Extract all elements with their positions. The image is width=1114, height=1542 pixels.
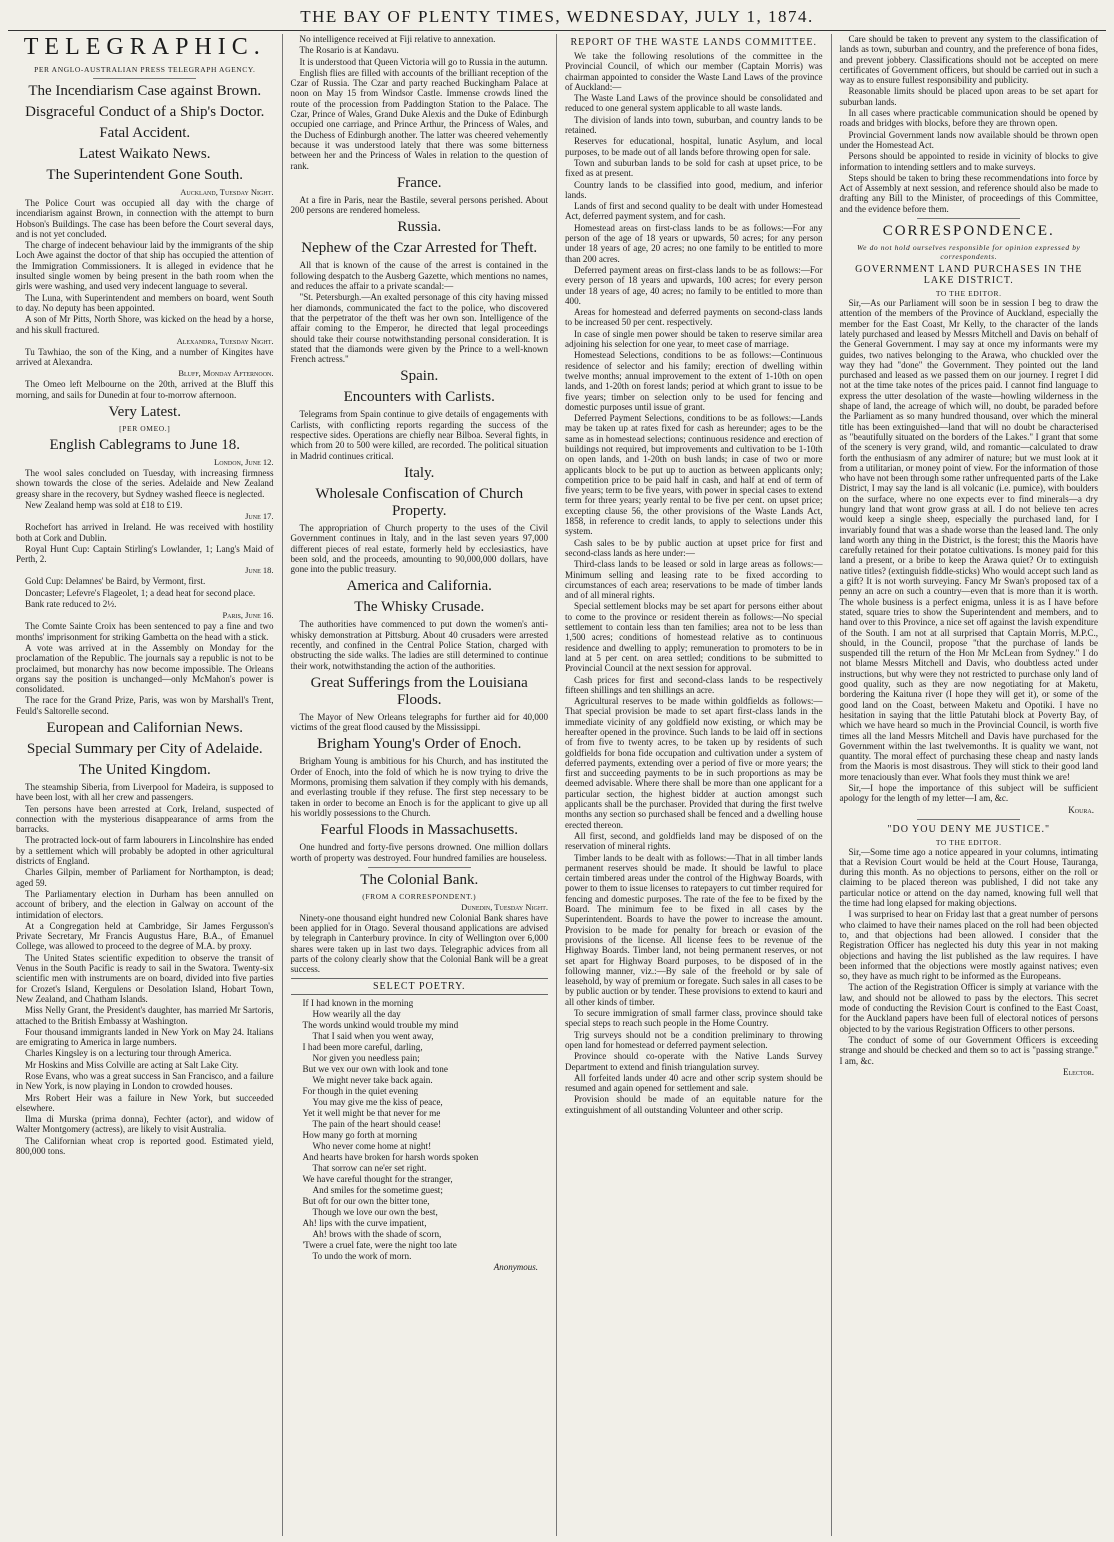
letter-signature: Koura.	[1068, 804, 1094, 815]
poem-line: How many go forth at morning	[302, 1129, 418, 1140]
paragraph: The division of lands into town, suburban, and country lands to be retained.	[565, 114, 823, 136]
paragraph: The authorities have commenced to put down the women's anti-whisky demonstration at Pittsburg. About 40 crusaders were arrested recently, and confined in the Central Police Station, charged with obstructing the side walks. The ladies are still determined to continue their work, notwithstanding the action of the authorities.	[290, 619, 548, 671]
headline: Disgraceful Conduct of a Ship's Doctor.	[25, 104, 265, 120]
sub-note: [PER OMEO.]	[119, 424, 171, 434]
headline: Brigham Young's Order of Enoch.	[317, 736, 522, 753]
paragraph: Ilma di Murska (prima donna), Fechter (actor), and widow of Walter Montgomery (actress), are likely to visit Australia.	[16, 1114, 274, 1135]
poem-signature: Anonymous.	[493, 1261, 538, 1272]
agency-line: PER ANGLO-AUSTRALIAN PRESS TELEGRAPH AGENCY.	[34, 65, 256, 74]
paragraph: The Californian wheat crop is reported good. Estimated yield, 800,000 tons.	[16, 1135, 274, 1157]
paragraph: Telegrams from Spain continue to give details of engagements with Carlists, with conflicting reports regarding the success of the respective sides. Operations are chiefly near Bilboa. Several fights, in which from 20 to 500 were killed, are recorded. The political situation in Madrid continues critical.	[290, 409, 548, 461]
sub-note: (FROM A CORRESPONDENT.)	[362, 891, 477, 901]
paragraph: The Waste Land Laws of the province should be consolidated and reduced to one general system applicable to all waste lands.	[565, 93, 823, 114]
column-1	[8, 34, 283, 1536]
to-the-editor: TO THE EDITOR.	[935, 837, 1002, 847]
paragraph: Reasonable limits should be placed upon areas to be set apart for suburban lands.	[839, 86, 1098, 107]
headline: The United Kingdom.	[78, 761, 211, 778]
divider	[917, 819, 1020, 820]
paragraph: Provincial Government lands now available should be thrown open under the Homestead Act.	[839, 129, 1098, 150]
report-heading: REPORT OF THE WASTE LANDS COMMITTEE.	[570, 37, 818, 48]
headline: Fatal Accident.	[99, 125, 191, 141]
poem-line: The pain of the heart should cease!	[312, 1118, 442, 1129]
poem-line: How wearily all the day	[312, 1008, 401, 1019]
poem-line: That I said when you went away,	[312, 1030, 434, 1041]
paragraph: Doncaster; Lefevre's Flageolet, 1; a dead heat for second place.	[25, 587, 256, 598]
paragraph: Sir,—I hope the importance of this subject will be sufficient apology for the length of my letter—I am, &c.	[839, 783, 1098, 804]
paragraph: Areas for homestead and deferred payments on second-class lands to be increased 50 per cent. respectively.	[565, 307, 823, 328]
paragraph: All forfeited lands under 40 acre and other scrip system should be resumed and again opened for settlement and sale.	[565, 1072, 823, 1094]
paragraph: Cash sales to be by public auction at upset price for first and second-class lands as here under:—	[565, 537, 823, 558]
correspondence-note: We do not hold ourselves responsible for opinion expressed by correspondents.	[857, 243, 1081, 262]
paragraph: The Rosario is at Kandavu.	[299, 45, 399, 56]
paragraph: Agricultural reserves to be made within goldfields as follows:—That special provision be made to set apart first-class lands in the immediate vicinity of any goldfield now existing, or which may be hereafter opened in the province. Such lands to be laid off in sections of from five to twenty acres, to be taken up by residents of such goldfields for bona fide occupation and cultivation under a system of deferred payments, extending over a period of five or more years; the first and succeeding payments to be in such proportions as may be deemed advisable. Where there shall be more than one applicant for a particular section, the highest bidder at auction amongst such applicants shall be the purchaser. Provided that during the first twelve months any section so purchased shall be fenced and a dwelling house erected thereon.	[565, 696, 823, 830]
paragraph: Miss Nelly Grant, the President's daughter, has married Mr Sartoris, attached to the British Embassy at Washington.	[16, 1005, 274, 1026]
letter-heading: "DO YOU DENY ME JUSTICE."	[887, 823, 1051, 835]
paragraph: Town and suburban lands to be sold for cash at upset price, to be fixed as at present.	[565, 157, 823, 179]
paragraph: The United States scientific expedition to observe the transit of Venus in the South Pacific is ready to sail in the Swatora. Twenty-six scientific men with instruments are on board, divided into five parties for Crozet's Island, Kergulens or Desolation Island, Hobart Town, New Zealand, and Chatham Islands.	[16, 952, 274, 1004]
headline: Italy.	[404, 464, 435, 481]
poem-line: And hearts have broken for harsh words spoken	[302, 1151, 479, 1162]
paragraph: The Parliamentary election in Durham has been annulled on account of bribery, and the election in Galway on account of the intimidation of electors.	[16, 888, 274, 920]
poem-line: Yet it well might be that never for me	[302, 1107, 441, 1118]
paragraph: The wool sales concluded on Tuesday, with increasing firmness shown towards the close of the series. Adelaide and New Zealand greasy share in the recovery, but Sydney washed fleece is neglected.	[16, 468, 274, 499]
paragraph: Sir,—Some time ago a notice appeared in your columns, intimating that a Revision Court would be held at the Court House, Tauranga, during this month. As no objections to persons, either on the roll or claiming to be placed thereon was published, I did not take any particular notice or attend on the day named, knowing full well that the time had long elapsed for making objections.	[839, 846, 1098, 909]
column-3	[557, 34, 832, 1536]
paragraph: All first, second, and goldfields land may be disposed of on the reservation of mineral rights.	[565, 830, 823, 852]
headline: Great Sufferings from the Louisiana Floods.	[310, 674, 528, 708]
paragraph: Ninety-one thousand eight hundred new Colonial Bank shares have been applied for in Otago. Several thousand applications are advised by telegraph in Canterbury province. In city of Wellington over 6,000 shares were taken up in last two days. Telegraphic advices from all parts of the colony clearly show that the Colonial Bank will be a great success.	[290, 912, 548, 975]
paragraph: Reserves for educational, hospital, lunatic Asylum, and local purposes, to be made out of all lands before throwing open for sale.	[565, 136, 823, 157]
headline: Wholesale Confiscation of Church Property.	[315, 485, 524, 519]
column-2	[283, 34, 558, 1536]
paragraph: The race for the Grand Prize, Paris, was won by Marshall's Trent, Feuld's Saltorelle second.	[16, 695, 274, 716]
paragraph: The appropriation of Church property to the uses of the Civil Government continues in Italy, and in the last seven years 97,000 different pieces of real estate, formerly held by ecclesiastics, have been sold, and the proceeds, amounting to 90,000,000 dollars, have gone into the public treasury.	[290, 522, 548, 575]
dateline: June 18.	[245, 565, 274, 576]
paragraph: Province should co-operate with the Native Lands Survey Department to extend and finish triangulation survey.	[565, 1051, 823, 1072]
paragraph: Lands of first and second quality to be dealt with under Homestead Act, deferred payment system, and for cash.	[565, 201, 823, 222]
paragraph: Tu Tawhiao, the son of the King, and a number of Kingites have arrived at Alexandra.	[16, 346, 274, 368]
poem-line: Who never come home at night!	[312, 1140, 432, 1151]
poem-line: Ah! lips with the curve impatient,	[302, 1217, 427, 1228]
headline: Very Latest.	[108, 404, 181, 421]
paragraph: The Luna, with Superintendent and members on board, went South to day. No deputy has been appointed.	[16, 292, 274, 313]
paragraph: Homestead Selections, conditions to be as follows:—Continuous residence of selector and his family; erection of dwelling within twelve months; annual improvement to the extent of 1-10th on open lands, and 1-20th on forest lands; period at which grant to issue to be five years; timber on selection only to be used for fencing and domestic purposes until issue of grant.	[565, 350, 823, 412]
paragraph: The action of the Registration Officer is simply at variance with the law, and should not be allowed to pass by the electors. This secret mode of conducting the Revision Court is confined to the East Coast, for the Auckland papers have been full of electoral notices of persons objected to by the various Registration Officers to other persons.	[839, 982, 1098, 1034]
paragraph: Rochefort has arrived in Ireland. He was received with hostility both at Cork and Dublin.	[16, 522, 274, 543]
paragraph: Care should be taken to prevent any system to the classification of lands as town, suburban and country, and the preference of bona fides, and prevent jobbery. Classifications should not be accepted on mere certificates of Government officers, but should be carried out in such a way as to ensure fullest responsibility and publicity.	[839, 34, 1098, 86]
headline: Fearful Floods in Massachusetts.	[320, 822, 518, 839]
columns	[8, 34, 1106, 1536]
paragraph: Steps should be taken to bring these recommendations into force by Act of Assembly at next session, and reference should also be made to drafting any Bill to the Minister, of proceedings of this Committee, and the evidence before them.	[839, 172, 1098, 214]
poem-line: We have careful thought for the stranger,	[302, 1173, 453, 1184]
poem	[291, 998, 549, 1262]
paragraph: The Mayor of New Orleans telegraphs for further aid for 40,000 victims of the great flood caused by the Mississippi.	[290, 711, 548, 733]
headline: The Superintendent Gone South.	[46, 167, 244, 183]
poem-line: That sorrow can ne'er set right.	[312, 1162, 427, 1173]
paragraph: The conduct of some of our Government Officers is exceeding strange and should be checked and them so to act is "passing strange." I am, &c.	[839, 1034, 1098, 1066]
paragraph: At a fire in Paris, near the Bastile, several persons perished. About 200 persons are rendered homeless.	[290, 194, 548, 216]
headline: Encounters with Carlists.	[343, 389, 495, 406]
paragraph: Persons should be appointed to reside in vicinity of blocks to give information to intending settlers and to make surveys.	[839, 151, 1098, 172]
headline: European and Californian News.	[46, 719, 244, 736]
dateline: London, June 12.	[214, 457, 274, 468]
poem-line: Ah! brows with the shade of scorn,	[312, 1228, 442, 1239]
paragraph: A son of Mr Pitts, North Shore, was kicked on the head by a horse, and his skull fractured.	[16, 314, 274, 335]
poem-line: For though in the quiet evening	[302, 1085, 419, 1096]
headline: Special Summary per City of Adelaide.	[26, 740, 263, 757]
paragraph: Charles Kingsley is on a lecturing tour through America.	[25, 1048, 232, 1059]
correspondence-heading: CORRESPONDENCE.	[882, 223, 1055, 240]
paragraph: Trig surveys should not be a condition preliminary to throwing open land for homestead or deferred payment selection.	[565, 1029, 823, 1050]
to-the-editor: TO THE EDITOR.	[935, 289, 1002, 299]
paragraph: Gold Cup: Delamnes' be Baird, by Vermont, first.	[25, 576, 206, 587]
poem-line: We might never take back again.	[312, 1074, 433, 1085]
paragraph: At a Congregation held at Cambridge, Sir James Fergusson's Private Secretary, Mr Francis Augustus Hare, B.A., of Emanuel College, was allowed to proceed to the degree of M.A. by proxy.	[16, 920, 274, 952]
paragraph: Charles Gilpin, member of Parliament for Northampton, is dead; aged 59.	[16, 867, 274, 888]
poem-line: And smiles for the sometime guest;	[312, 1184, 443, 1195]
paragraph: All that is known of the cause of the arrest is contained in the following despatch to the Ausberg Gazette, which mentions no names, and reduces the affair to a private scandal:—	[290, 260, 548, 292]
letter-heading: GOVERNMENT LAND PURCHASES IN THE LAKE DISTRICT.	[855, 264, 1083, 287]
masthead: THE BAY OF PLENTY TIMES, WEDNESDAY, JULY 1, 1874.	[8, 6, 1106, 31]
poem-line: 'Twere a cruel fate, were the night too late	[302, 1239, 457, 1250]
paragraph: Third-class lands to be leased or sold in large areas as follows:—Minimum selling and leasing rate to be fixed according to circumstances of each area; reservations to be made of timber lands and of all mineral rights.	[565, 559, 823, 601]
paragraph: Timber lands to be dealt with as follows:—That in all timber lands permanent reserves should be made. It should be lawful to place certain timbered areas under the control of the Highway Boards, with power to them to issue licenses to ratepayers to cut timber required for fencing and domestic purposes. The rate of the fee to be fixed by the Board. The minimum fee to be fixed in all cases by the Superintendent. Boards to have the power to increase the amount. Provision to be made for penalty for breach or evasion of the provisions of the license. All license fees to be revenue of the Highway Boards. Timber land, not being permanent reserves, or not set apart for Highway Board purposes, to be disposed of in the following manner, viz.:—By sale of the freehold or by sale of leasehold, by way of premium or foregate. Such sales in all cases to be by public auction or by tender. These provisions to extend to kauri and all other kinds of timber.	[565, 852, 823, 1007]
paragraph: One hundred and forty-five persons drowned. One million dollars worth of property was destroyed. Four hundred families are houseless.	[290, 842, 548, 863]
column-4	[832, 34, 1107, 1536]
poem-line: Nor given you needless pain;	[312, 1052, 420, 1063]
paragraph: Mrs Robert Heir was a failure in New York, but succeeded elsewhere.	[16, 1092, 274, 1113]
paragraph: Ten persons have been arrested at Cork, Ireland, suspected of connection with the mysterious disappearance of arms from the barracks.	[16, 803, 274, 835]
paragraph: In all cases where practicable communication should be opened by roads and bridges with blocks, before they are thrown open.	[839, 108, 1098, 129]
poem-line: Though we love our own the best,	[312, 1206, 438, 1217]
paragraph: The Omeo left Melbourne on the 20th, arrived at the Bluff this morning, and sails for Dunedin at four to-morrow afternoon.	[16, 379, 274, 400]
headline: Latest Waikato News.	[79, 146, 211, 162]
paragraph: English flies are filled with accounts of the brilliant reception of the Czar of Russia. The Czar and party reached Buckingham Palace at noon on May 15 from Windsor Castle. Immense crowds lined the route of the procession from Paddington Station to the Palace. The Czar, Prince of Wales, Grand Duke Alexis and the Duke of Edinburgh occupied one carriage, and Prince Arthur, the Princess of Wales, and the Duchess of Edinburgh another. The latter was cheered vehemently because it was understood lately that there was some bitterness between her and the Princess of Wales in relation to the question of rank.	[290, 67, 548, 171]
poem-line: The words unkind would trouble my mind	[302, 1019, 459, 1030]
paragraph: The Comte Sainte Croix has been sentenced to pay a fine and two months' imprisonment for striking Gambetta on the head with a stick.	[16, 621, 274, 642]
dateline: Bluff, Monday Afternoon.	[178, 368, 274, 379]
paragraph: Four thousand immigrants landed in New York on May 24. Italians are emigrating to America in large numbers.	[16, 1026, 274, 1048]
poem-line: But we vex our own with look and tone	[302, 1063, 448, 1074]
headline: Russia.	[397, 219, 442, 236]
paragraph: No intelligence received at Fiji relative to annexation.	[299, 34, 496, 44]
paragraph: Special settlement blocks may be set apart for persons either about to come to the province or resident therein as follows:—No special settlement to contain less than ten families; area not to be less than 1,500 acres; conditions of homestead relative as to continuous residence and dwelling to apply; remuneration to promoters to be in land at 5 per cent. on area settled; conditions to be submitted to Provincial Council at the next session for approval.	[565, 601, 823, 674]
headline: The Whisky Crusade.	[354, 599, 485, 616]
dateline: Auckland, Tuesday Night.	[180, 187, 274, 197]
paragraph: In case of single men power should be taken to reserve similar area adjoining his selection for one year, to meet case of marriage.	[565, 328, 823, 350]
divider	[93, 78, 196, 79]
dateline: Dunedin, Tuesday Night.	[461, 901, 548, 912]
headline: France.	[396, 174, 442, 191]
headline: Nephew of the Czar Arrested for Theft.	[301, 240, 538, 257]
poem-line: If I had known in the morning	[302, 997, 414, 1008]
paragraph: Rose Evans, who was a great success in San Francisco, and a failure in New York, is now playing in London to crowded houses.	[16, 1071, 274, 1092]
dateline: June 17.	[245, 511, 274, 522]
poem-line: I had been more careful, darling,	[302, 1041, 423, 1052]
poetry-heading: SELECT POETRY.	[291, 978, 549, 995]
telegraphic-title: TELEGRAPHIC.	[23, 34, 266, 60]
paragraph: We take the following resolutions of the committee in the Provincial Council, of which our member (Captain Morris) was chairman appointed to consider the Waste Land Laws of the province of Auckland:—	[565, 51, 823, 92]
paragraph: New Zealand hemp was sold at £18 to £19.	[25, 499, 183, 510]
paragraph: Homestead areas on first-class lands to be as follows:—For any person of the age of 18 years or upwards, 50 acres; for any person under 18 years of age, 20 acres; no one family to be entitled to more than 200 acres.	[565, 222, 823, 264]
paragraph: Sir,—As our Parliament will soon be in session I beg to draw the attention of the members of the Province of Auckland, especially the member for the East Coast, Mr Kelly, to the character of the lands lately purchased and leased by Messrs Mitchell and Davis on behalf of the General Government. I may say at once my informants were my guides, two natives belonging to the Arawa, who chuckled over the way they had "done" the Government. They pointed out the land purchased and leased as we passed them on our journey. I regret I did not at the time take notes of the prices paid. I cannot find language to express the utter desolation of the waste—howling wilderness in the shape of land, the acreage of which will, no doubt, be paraded before the Parliament as so many hundred thousand, over which the mineral title has been extinguished—land that will no doubt be characterised as "beautifully situated on the borders of the Lakes." I grant that some of the scenery is very grand, wild, and romantic—calculated to draw forth the enthusiasm of any admirer of nature; but we must look at it from a utilitarian, or money point of view. For the information of those who have not been through some rather unfrequented parts of the Lake District, I may say the land is all volcanic (i.e. pumice), with boulders on the surface, where no one expects ever to find minerals—a dry hungry land that wont grow grass at all. I do not believe ten acres would keep a single sheep, especially the purchased land, for I invariably found that was a shade worse than the leased land. The only land worth any thing in the District, is the forest; this the Maoris have carefully retained for their potatoe cultivations. Is money paid for this land a present, or a bribe to keep the Arawa quiet? Or to extinguish native titles? (extinguish fiddle-sticks) Who would accept such land as a gift? It is not worth surveying. Fancy Mr Swan's proposed tax of a penny an acre on such a country—even that is more than it is worth. The whole business is a perfect enigma, unless it is as I have before stated, square tries to show the Superintendent and members, and to hand over to this Province, a nice set off against the lavish expenditure of the South. I am not at all surprised that Captain Morris, M.P.C., should, in the Council, propose "that the purchase of lands be suspended till the return of the Hon Mr McLean from Sydney." I do not blame Messrs Mitchell and Davis, who doubtless acted under instructions, but why were they not restricted to purchase only land of good quality, such as they are now negotiating for at Maketu, bordering the Kaituna river (I hope they will get it), or some of the good land on the Coast, between Maketu and Opotiki. I have no hesitation in saying that the little Patutahi block at Poverty Bay, of which we have heard so much in the Provincial Council, is worth five times all the land Messrs Mitchell and Davis have purchased for the Government within the last twelvemonths. It is quality we want, not quantity. The moral effect of purchasing these cheap and nasty lands from the Maoris is most disastrous. They will stick to their good land more tenaciously than ever. What fools they must think we are!	[839, 298, 1098, 782]
paragraph: I was surprised to hear on Friday last that a great number of persons who claimed to have their names placed on the roll had been objected to, and that objections had been allowed. I consider that the Registration Officer has neglected his duty this year in not making objections and having the list published as the law requires. I have been informed that the objections were mostly against natives; even so, they have as much right to be informed as the Europeans.	[839, 909, 1098, 982]
headline: English Cablegrams to June 18.	[49, 437, 240, 454]
paragraph: Provision should be made of an equitable nature for the extinguishment of all outstanding Volunteer and other scrip.	[565, 1094, 823, 1115]
paragraph: Deferred Payment Selections, conditions to be as follows:—Lands may be taken up at rates fixed for cash as hereunder; ages to be the same as in homestead selections; continuous residence and erection of buildings not required, but improvements and cultivation to be 1-10th on open lands, and 1-20th on bush lands; in case of two or more applicants block to be put up to auction as between applicants only; competition price to be paid half in cash, and half at end of term of five years; term to be five years, with power in special cases to extend term for three years; yearly rental to be five per cent. on upset price; excepting clause 56, the other provisions of the Waste Lands Act, 1858, in reference to credit lands, to apply to selections under this system.	[565, 413, 823, 537]
paragraph: The steamship Siberia, from Liverpool for Madeira, is supposed to have been lost, with all her crew and passengers.	[16, 781, 274, 803]
headline: The Colonial Bank.	[360, 871, 479, 888]
headline: Spain.	[400, 368, 439, 385]
paragraph: Cash prices for first and second-class lands to be respectively fifteen shillings and ten shillings an acre.	[565, 674, 823, 695]
paragraph: "St. Petersburgh.—An exalted personage of this city having missed her diamonds, communicated the fact to the police, who discovered that the perpetrator of the theft was her own son. Intelligence of the affair coming to the Emperor, he directed that legal proceedings should take their course notwithstanding personal consideration. It is stated that the diamonds were given by the Prince to a well-known French actress."	[290, 292, 548, 365]
paragraph: The protracted lock-out of farm labourers in Lincolnshire has ended by a settlement which will probably be adopted in other agricultural districts of England.	[16, 835, 274, 867]
divider	[368, 867, 471, 868]
dateline: Alexandra, Tuesday Night.	[176, 335, 274, 346]
dateline: Paris, June 16.	[222, 610, 274, 621]
letter-signature: Elector.	[1063, 1066, 1094, 1077]
paragraph: Brigham Young is ambitious for his Church, and has instituted the Order of Enoch, into the fold of which he is now trying to drive the Mormons, promising them salvation if they comply with his demands, and everlasting trouble if they refuse. The first step necessary to be taken in order to become an Enoch is for the applicant to give up all his worldly possessions to the Church.	[290, 756, 548, 818]
divider	[917, 218, 1020, 219]
paragraph: Royal Hunt Cup: Captain Stirling's Lowlander, 1; Lang's Maid of Perth, 2.	[16, 543, 274, 565]
paragraph: The Police Court was occupied all day with the charge of incendiarism against Brown, in connection with the attempt to burn Hobson's Buildings. The case has been before the Court several days, and is not yet concluded.	[16, 198, 274, 239]
poem-line: To undo the work of morn.	[312, 1250, 412, 1261]
paragraph: The charge of indecent behaviour laid by the immigrants of the ship Loch Awe against the doctor of that ship has occupied the attention of the Immigration Commissioners. It is alleged in evidence that he insulted single women by being present in the bath room when the girls were washing, and used very indecent language to several.	[16, 240, 274, 292]
paragraph: Deferred payment areas on first-class lands to be as follows:—For every person of 18 years and upwards, 100 acres; for every person under 18 years of age, 40 acres; no family to be entitled to more than 400.	[565, 264, 823, 306]
paragraph: A vote was arrived at in the Assembly on Monday for the proclamation of the Republic. The journals say a republic is not to be proclaimed, but monarchy has now become impossible. The Orleans organs say the position is unchanged—only McMahon's power is consolidated.	[16, 642, 274, 695]
poem-line: But oft for our own the bitter tone,	[302, 1195, 430, 1206]
paragraph: Country lands to be classified into good, medium, and inferior lands.	[565, 179, 823, 200]
paragraph: Bank rate reduced to 2½.	[25, 599, 117, 610]
headline: America and California.	[346, 578, 492, 595]
paragraph: Mr Hoskins and Miss Colville are acting at Salt Lake City.	[25, 1059, 239, 1070]
poem-line: You may give me the kiss of peace,	[312, 1096, 443, 1107]
paragraph: It is understood that Queen Victoria will go to Russia in the autumn.	[299, 56, 548, 67]
headline: The Incendiarism Case against Brown.	[28, 83, 262, 99]
paragraph: To secure immigration of small farmer class, province should take special steps to reach such people in the Home Country.	[565, 1008, 823, 1029]
